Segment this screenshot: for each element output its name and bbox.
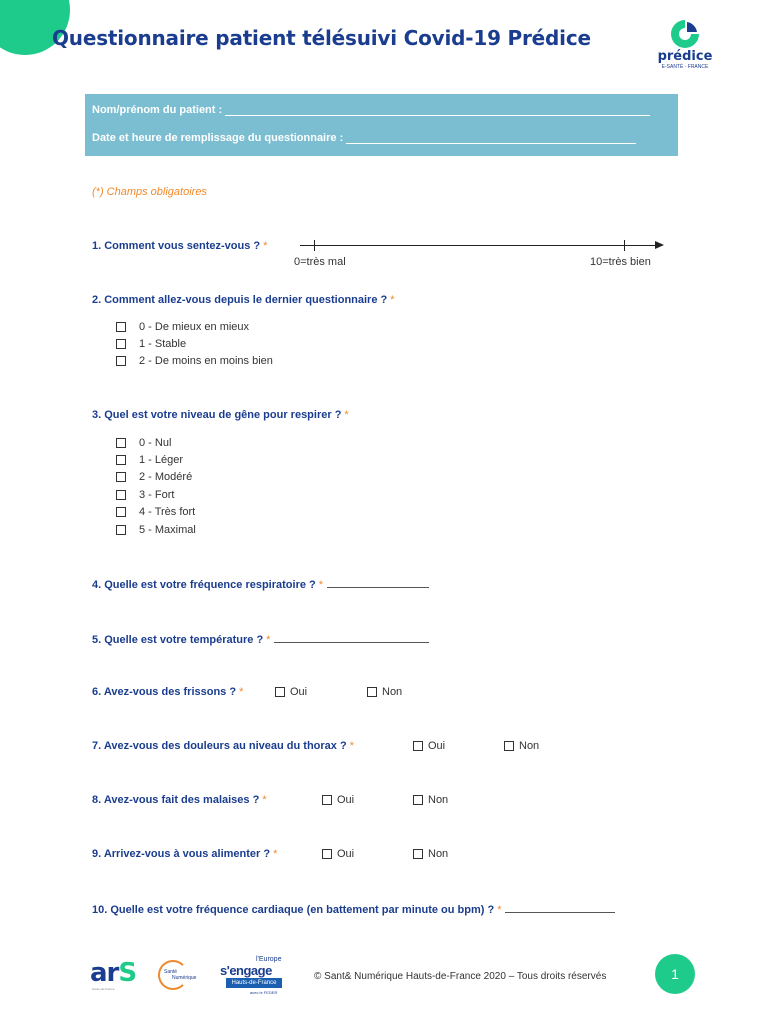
option-item[interactable]: [116, 353, 273, 370]
option-item[interactable]: [116, 318, 273, 335]
required-star: *: [344, 409, 349, 421]
patient-identity-box: [85, 94, 678, 156]
option-label: Non: [519, 740, 540, 752]
option-label: Oui: [337, 848, 355, 860]
checkbox-icon[interactable]: [367, 687, 377, 697]
option-label: Non: [428, 848, 449, 860]
option-label: 4 - Très fort: [139, 506, 196, 519]
checkbox-icon[interactable]: [116, 525, 126, 535]
patient-name-label: Nom/prénom du patient :: [92, 104, 223, 116]
checkbox-icon[interactable]: [116, 339, 126, 349]
option-item[interactable]: [116, 434, 196, 451]
predice-logo: [650, 18, 720, 70]
question-5-label: 5. Quelle est votre température ?: [92, 634, 264, 646]
question-1: [92, 240, 267, 252]
option-label: Non: [428, 794, 449, 806]
question-9: [92, 848, 277, 860]
logo-subtitle: E-SANTÉ · FRANCE: [661, 64, 709, 70]
scale-min-label: 0=très mal: [294, 256, 346, 268]
required-star: *: [318, 579, 324, 591]
question-6-label: 6. Avez-vous des frissons ?: [92, 686, 237, 698]
option-label: Oui: [428, 740, 446, 752]
patient-name-row: [92, 104, 650, 116]
option-item[interactable]: [116, 504, 196, 521]
checkbox-icon[interactable]: [116, 455, 126, 465]
checkbox-icon[interactable]: [413, 849, 423, 859]
checkbox-icon[interactable]: [322, 795, 332, 805]
checkbox-icon[interactable]: [275, 687, 285, 697]
option-label: Non: [382, 686, 403, 698]
required-star: *: [273, 848, 278, 860]
question-9-no[interactable]: [413, 848, 448, 860]
option-label: Oui: [290, 686, 308, 698]
question-3: [92, 409, 349, 421]
fill-date-label: Date et heure de remplissage du questionnaire :: [92, 132, 344, 144]
question-7-label: 7. Avez-vous des douleurs au niveau du thorax ?: [92, 740, 347, 752]
respiratory-rate-field[interactable]: [327, 577, 429, 588]
checkbox-icon[interactable]: [322, 849, 332, 859]
heart-rate-field[interactable]: [505, 902, 615, 913]
question-1-label: 1. Comment vous sentez-vous ?: [92, 240, 261, 252]
ars-logo: [90, 958, 136, 988]
question-9-yes[interactable]: [322, 848, 354, 860]
checkbox-icon[interactable]: [116, 438, 126, 448]
checkbox-icon[interactable]: [116, 490, 126, 500]
question-4-label: 4. Quelle est votre fréquence respiratoire ?: [92, 579, 316, 591]
question-8-yes[interactable]: [322, 794, 354, 806]
option-label: 0 - Nul: [139, 436, 172, 449]
question-2-label: 2. Comment allez-vous depuis le dernier questionnaire ?: [92, 294, 388, 306]
question-4: [92, 577, 429, 591]
checkbox-icon[interactable]: [116, 507, 126, 517]
sante-logo-text-2: Numérique: [172, 975, 197, 981]
required-star: *: [263, 240, 268, 252]
question-6: [92, 686, 243, 698]
option-label: 1 - Léger: [139, 454, 184, 467]
option-item[interactable]: [116, 521, 196, 538]
question-8-no[interactable]: [413, 794, 448, 806]
scale-tick-max: [624, 240, 625, 251]
required-star: *: [497, 904, 502, 916]
question-7-yes[interactable]: [413, 740, 445, 752]
predice-logo-icon: [665, 18, 705, 50]
question-3-options: [116, 434, 196, 538]
checkbox-icon[interactable]: [413, 795, 423, 805]
copyright-text: © Sant& Numérique Hauts-de-France 2020 – Tous droits réservés: [314, 971, 607, 982]
required-star: *: [390, 294, 395, 306]
option-label: 5 - Maximal: [139, 523, 196, 536]
temperature-field[interactable]: [274, 632, 429, 643]
ars-logo-s: S: [118, 958, 137, 988]
checkbox-icon[interactable]: [116, 322, 126, 332]
question-7-no[interactable]: [504, 740, 539, 752]
required-star: *: [266, 634, 271, 646]
question-7: [92, 740, 354, 752]
europe-engage-logo: [220, 956, 284, 996]
europe-logo-text-2: s'engage: [220, 963, 272, 978]
europe-logo-text-3: Hauts-de-France: [226, 978, 282, 988]
required-fields-note: (*) Champs obligatoires: [92, 186, 207, 198]
option-label: 3 - Fort: [139, 488, 175, 501]
question-10-label: 10. Quelle est votre fréquence cardiaque (en battement par minute ou bpm) ?: [92, 904, 495, 916]
scale-arrow-icon: [655, 241, 664, 249]
page-number-badge: 1: [655, 954, 695, 994]
scale-max-label: 10=très bien: [590, 256, 651, 268]
patient-name-field[interactable]: [225, 104, 650, 116]
europe-logo-text-4: avec le FEDER: [250, 990, 278, 995]
option-item[interactable]: [116, 451, 196, 468]
option-label: 2 - De moins en moins bien: [139, 355, 273, 368]
fill-date-field[interactable]: [346, 132, 636, 144]
scale-line: [300, 245, 655, 246]
option-label: 2 - Modéré: [139, 471, 193, 484]
sante-numerique-logo: [158, 960, 213, 988]
checkbox-icon[interactable]: [504, 741, 514, 751]
ars-logo-subtitle: Hauts-de-France: [92, 987, 115, 991]
question-3-label: 3. Quel est votre niveau de gêne pour respirer ?: [92, 409, 342, 421]
logo-name: prédice: [657, 49, 713, 64]
option-item[interactable]: [116, 469, 196, 486]
question-2-options: [116, 318, 273, 370]
europe-logo-text-1: l'Europe: [256, 956, 282, 963]
question-6-no[interactable]: [367, 686, 402, 698]
checkbox-icon[interactable]: [413, 741, 423, 751]
ars-logo-text: ar: [90, 958, 119, 988]
question-10: [92, 902, 615, 916]
scale-tick-min: [314, 240, 315, 251]
wellbeing-scale[interactable]: [300, 240, 665, 252]
question-9-label: 9. Arrivez-vous à vous alimenter ?: [92, 848, 271, 860]
required-star: *: [262, 794, 267, 806]
sante-logo-text-1: Santé: [164, 969, 178, 975]
fill-date-row: [92, 132, 636, 144]
option-label: 0 - De mieux en mieux: [139, 320, 250, 333]
question-6-yes[interactable]: [275, 686, 307, 698]
question-8: [92, 794, 267, 806]
required-star: *: [239, 686, 244, 698]
checkbox-icon[interactable]: [116, 472, 126, 482]
option-label: Oui: [337, 794, 355, 806]
question-8-label: 8. Avez-vous fait des malaises ?: [92, 794, 260, 806]
required-star: *: [349, 740, 354, 752]
option-item[interactable]: [116, 486, 196, 503]
checkbox-icon[interactable]: [116, 356, 126, 366]
option-item[interactable]: [116, 335, 273, 352]
question-5: [92, 632, 429, 646]
option-label: 1 - Stable: [139, 338, 187, 351]
page-title: Questionnaire patient télésuivi Covid-19 Prédice: [52, 26, 591, 50]
question-2: [92, 294, 395, 306]
